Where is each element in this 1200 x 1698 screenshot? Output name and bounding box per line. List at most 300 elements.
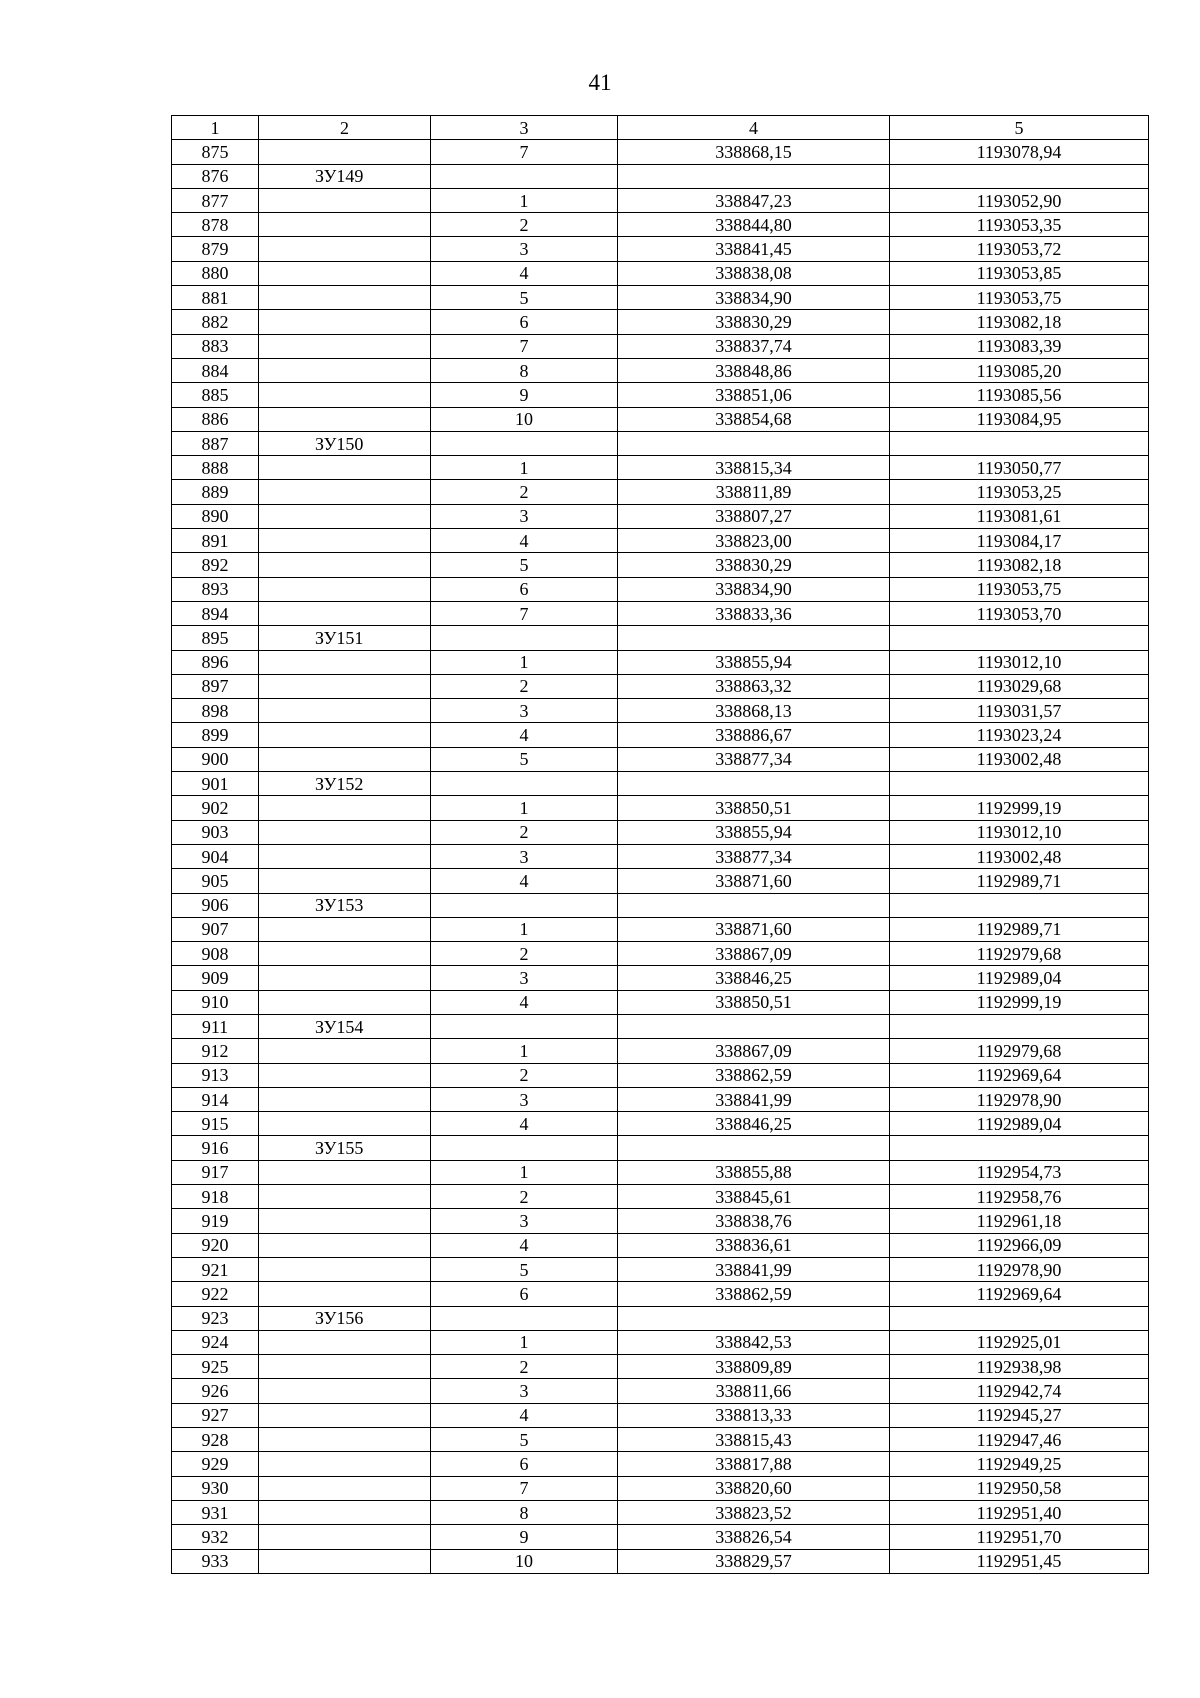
table-row xyxy=(172,431,1149,455)
x-coordinate-cell xyxy=(618,893,890,917)
plot-id-cell xyxy=(259,504,431,528)
plot-id-cell xyxy=(259,577,431,601)
point-number-cell: 1 xyxy=(431,917,618,941)
x-coordinate-cell: 338837,74 xyxy=(618,334,890,358)
y-coordinate-cell: 1193023,24 xyxy=(890,723,1149,747)
x-coordinate-cell: 338886,67 xyxy=(618,723,890,747)
table-row xyxy=(172,1185,1149,1209)
table-row xyxy=(172,334,1149,358)
y-coordinate-cell: 1193050,77 xyxy=(890,456,1149,480)
y-coordinate-cell: 1193081,61 xyxy=(890,504,1149,528)
plot-id-cell xyxy=(259,188,431,212)
table-row xyxy=(172,1257,1149,1281)
y-coordinate-cell xyxy=(890,626,1149,650)
row-number-cell: 911 xyxy=(172,1014,259,1038)
point-number-cell xyxy=(431,1014,618,1038)
x-coordinate-cell xyxy=(618,1136,890,1160)
row-number-cell: 901 xyxy=(172,772,259,796)
table-row xyxy=(172,1549,1149,1573)
x-coordinate-cell: 338838,76 xyxy=(618,1209,890,1233)
plot-id-cell xyxy=(259,917,431,941)
point-number-cell: 3 xyxy=(431,966,618,990)
y-coordinate-cell: 1193085,56 xyxy=(890,383,1149,407)
plot-id-cell xyxy=(259,529,431,553)
point-number-cell: 9 xyxy=(431,1525,618,1549)
row-number-cell: 881 xyxy=(172,286,259,310)
column-header-2: 2 xyxy=(259,116,431,140)
x-coordinate-cell: 338807,27 xyxy=(618,504,890,528)
y-coordinate-cell: 1192947,46 xyxy=(890,1428,1149,1452)
y-coordinate-cell: 1192979,68 xyxy=(890,1039,1149,1063)
row-number-cell: 893 xyxy=(172,577,259,601)
row-number-cell: 883 xyxy=(172,334,259,358)
table-row xyxy=(172,844,1149,868)
plot-id-cell: ЗУ151 xyxy=(259,626,431,650)
row-number-cell: 909 xyxy=(172,966,259,990)
row-number-cell: 895 xyxy=(172,626,259,650)
table-row xyxy=(172,188,1149,212)
table-row xyxy=(172,796,1149,820)
plot-id-cell xyxy=(259,553,431,577)
x-coordinate-cell: 338846,25 xyxy=(618,1112,890,1136)
row-number-cell: 921 xyxy=(172,1257,259,1281)
row-number-cell: 904 xyxy=(172,844,259,868)
y-coordinate-cell: 1193084,17 xyxy=(890,529,1149,553)
row-number-cell: 876 xyxy=(172,164,259,188)
point-number-cell: 4 xyxy=(431,1112,618,1136)
y-coordinate-cell: 1192989,04 xyxy=(890,966,1149,990)
plot-id-cell xyxy=(259,213,431,237)
table-row xyxy=(172,601,1149,625)
y-coordinate-cell: 1193053,85 xyxy=(890,261,1149,285)
plot-id-cell xyxy=(259,942,431,966)
x-coordinate-cell: 338833,36 xyxy=(618,601,890,625)
row-number-cell: 912 xyxy=(172,1039,259,1063)
y-coordinate-cell: 1192979,68 xyxy=(890,942,1149,966)
table-row xyxy=(172,772,1149,796)
plot-id-cell: ЗУ153 xyxy=(259,893,431,917)
point-number-cell: 8 xyxy=(431,358,618,382)
point-number-cell: 2 xyxy=(431,674,618,698)
point-number-cell: 3 xyxy=(431,844,618,868)
column-header-3: 3 xyxy=(431,116,618,140)
point-number-cell: 5 xyxy=(431,1428,618,1452)
row-number-cell: 877 xyxy=(172,188,259,212)
point-number-cell: 3 xyxy=(431,1379,618,1403)
point-number-cell: 7 xyxy=(431,334,618,358)
y-coordinate-cell: 1193053,72 xyxy=(890,237,1149,261)
row-number-cell: 891 xyxy=(172,529,259,553)
plot-id-cell xyxy=(259,1233,431,1257)
plot-id-cell xyxy=(259,1379,431,1403)
row-number-cell: 931 xyxy=(172,1500,259,1524)
point-number-cell xyxy=(431,431,618,455)
plot-id-cell xyxy=(259,1452,431,1476)
x-coordinate-cell: 338826,54 xyxy=(618,1525,890,1549)
plot-id-cell: ЗУ154 xyxy=(259,1014,431,1038)
y-coordinate-cell: 1192925,01 xyxy=(890,1330,1149,1354)
table-row xyxy=(172,1355,1149,1379)
y-coordinate-cell: 1192951,40 xyxy=(890,1500,1149,1524)
plot-id-cell xyxy=(259,601,431,625)
x-coordinate-cell: 338811,89 xyxy=(618,480,890,504)
table-header xyxy=(172,116,1149,140)
row-number-cell: 875 xyxy=(172,140,259,164)
y-coordinate-cell: 1192942,74 xyxy=(890,1379,1149,1403)
table-row xyxy=(172,626,1149,650)
table-body xyxy=(172,140,1149,1574)
table-row xyxy=(172,1379,1149,1403)
plot-id-cell: ЗУ150 xyxy=(259,431,431,455)
y-coordinate-cell: 1193052,90 xyxy=(890,188,1149,212)
plot-id-cell xyxy=(259,1500,431,1524)
x-coordinate-cell: 338868,15 xyxy=(618,140,890,164)
y-coordinate-cell: 1193082,18 xyxy=(890,310,1149,334)
table-row xyxy=(172,213,1149,237)
x-coordinate-cell xyxy=(618,626,890,650)
plot-id-cell xyxy=(259,1476,431,1500)
y-coordinate-cell: 1193053,35 xyxy=(890,213,1149,237)
row-number-cell: 899 xyxy=(172,723,259,747)
y-coordinate-cell xyxy=(890,1014,1149,1038)
point-number-cell: 5 xyxy=(431,553,618,577)
point-number-cell xyxy=(431,626,618,650)
x-coordinate-cell: 338862,59 xyxy=(618,1063,890,1087)
x-coordinate-cell: 338834,90 xyxy=(618,577,890,601)
x-coordinate-cell: 338829,57 xyxy=(618,1549,890,1573)
point-number-cell: 1 xyxy=(431,456,618,480)
y-coordinate-cell xyxy=(890,431,1149,455)
point-number-cell: 5 xyxy=(431,286,618,310)
x-coordinate-cell xyxy=(618,164,890,188)
plot-id-cell xyxy=(259,1257,431,1281)
point-number-cell: 6 xyxy=(431,1282,618,1306)
point-number-cell: 2 xyxy=(431,1185,618,1209)
point-number-cell xyxy=(431,1136,618,1160)
x-coordinate-cell: 338813,33 xyxy=(618,1403,890,1427)
x-coordinate-cell xyxy=(618,772,890,796)
plot-id-cell xyxy=(259,1282,431,1306)
y-coordinate-cell: 1193085,20 xyxy=(890,358,1149,382)
row-number-cell: 923 xyxy=(172,1306,259,1330)
table-row xyxy=(172,650,1149,674)
row-number-cell: 928 xyxy=(172,1428,259,1452)
table-row xyxy=(172,893,1149,917)
table-row xyxy=(172,1136,1149,1160)
x-coordinate-cell: 338811,66 xyxy=(618,1379,890,1403)
plot-id-cell xyxy=(259,699,431,723)
row-number-cell: 915 xyxy=(172,1112,259,1136)
column-header-5: 5 xyxy=(890,116,1149,140)
y-coordinate-cell: 1192999,19 xyxy=(890,990,1149,1014)
x-coordinate-cell: 338855,94 xyxy=(618,650,890,674)
row-number-cell: 879 xyxy=(172,237,259,261)
plot-id-cell xyxy=(259,310,431,334)
x-coordinate-cell: 338854,68 xyxy=(618,407,890,431)
table-row xyxy=(172,358,1149,382)
point-number-cell: 2 xyxy=(431,1355,618,1379)
row-number-cell: 925 xyxy=(172,1355,259,1379)
point-number-cell: 2 xyxy=(431,213,618,237)
row-number-cell: 927 xyxy=(172,1403,259,1427)
x-coordinate-cell: 338841,45 xyxy=(618,237,890,261)
table-row xyxy=(172,1209,1149,1233)
point-number-cell: 2 xyxy=(431,1063,618,1087)
plot-id-cell xyxy=(259,1549,431,1573)
row-number-cell: 907 xyxy=(172,917,259,941)
table-row xyxy=(172,529,1149,553)
y-coordinate-cell: 1193078,94 xyxy=(890,140,1149,164)
table-row xyxy=(172,456,1149,480)
plot-id-cell xyxy=(259,334,431,358)
x-coordinate-cell xyxy=(618,1014,890,1038)
table-row xyxy=(172,237,1149,261)
table-row xyxy=(172,504,1149,528)
row-number-cell: 908 xyxy=(172,942,259,966)
table-row xyxy=(172,1282,1149,1306)
x-coordinate-cell: 338867,09 xyxy=(618,942,890,966)
point-number-cell: 1 xyxy=(431,796,618,820)
x-coordinate-cell: 338823,52 xyxy=(618,1500,890,1524)
table-row xyxy=(172,699,1149,723)
row-number-cell: 924 xyxy=(172,1330,259,1354)
y-coordinate-cell: 1193084,95 xyxy=(890,407,1149,431)
x-coordinate-cell: 338877,34 xyxy=(618,844,890,868)
x-coordinate-cell: 338830,29 xyxy=(618,553,890,577)
plot-id-cell xyxy=(259,1160,431,1184)
y-coordinate-cell: 1193031,57 xyxy=(890,699,1149,723)
point-number-cell: 2 xyxy=(431,480,618,504)
x-coordinate-cell: 338820,60 xyxy=(618,1476,890,1500)
point-number-cell: 10 xyxy=(431,407,618,431)
row-number-cell: 905 xyxy=(172,869,259,893)
point-number-cell: 4 xyxy=(431,1233,618,1257)
x-coordinate-cell: 338815,43 xyxy=(618,1428,890,1452)
table-row xyxy=(172,577,1149,601)
table-row xyxy=(172,917,1149,941)
y-coordinate-cell xyxy=(890,164,1149,188)
column-header-4: 4 xyxy=(618,116,890,140)
x-coordinate-cell: 338836,61 xyxy=(618,1233,890,1257)
point-number-cell: 10 xyxy=(431,1549,618,1573)
x-coordinate-cell: 338855,94 xyxy=(618,820,890,844)
point-number-cell: 1 xyxy=(431,650,618,674)
row-number-cell: 932 xyxy=(172,1525,259,1549)
x-coordinate-cell: 338841,99 xyxy=(618,1257,890,1281)
plot-id-cell: ЗУ149 xyxy=(259,164,431,188)
point-number-cell: 4 xyxy=(431,529,618,553)
x-coordinate-cell: 338863,32 xyxy=(618,674,890,698)
y-coordinate-cell: 1192966,09 xyxy=(890,1233,1149,1257)
y-coordinate-cell: 1192938,98 xyxy=(890,1355,1149,1379)
row-number-cell: 913 xyxy=(172,1063,259,1087)
y-coordinate-cell: 1193002,48 xyxy=(890,844,1149,868)
row-number-cell: 906 xyxy=(172,893,259,917)
plot-id-cell xyxy=(259,286,431,310)
table-row xyxy=(172,407,1149,431)
x-coordinate-cell: 338850,51 xyxy=(618,796,890,820)
x-coordinate-cell: 338838,08 xyxy=(618,261,890,285)
plot-id-cell xyxy=(259,1209,431,1233)
point-number-cell: 2 xyxy=(431,942,618,966)
y-coordinate-cell: 1192989,04 xyxy=(890,1112,1149,1136)
plot-id-cell xyxy=(259,358,431,382)
x-coordinate-cell xyxy=(618,1306,890,1330)
row-number-cell: 880 xyxy=(172,261,259,285)
row-number-cell: 889 xyxy=(172,480,259,504)
plot-id-cell xyxy=(259,237,431,261)
x-coordinate-cell: 338823,00 xyxy=(618,529,890,553)
y-coordinate-cell: 1193012,10 xyxy=(890,650,1149,674)
y-coordinate-cell: 1192945,27 xyxy=(890,1403,1149,1427)
y-coordinate-cell: 1192950,58 xyxy=(890,1476,1149,1500)
table-row xyxy=(172,310,1149,334)
table-row xyxy=(172,1428,1149,1452)
x-coordinate-cell: 338842,53 xyxy=(618,1330,890,1354)
y-coordinate-cell: 1193002,48 xyxy=(890,747,1149,771)
plot-id-cell xyxy=(259,1087,431,1111)
plot-id-cell xyxy=(259,140,431,164)
point-number-cell: 7 xyxy=(431,140,618,164)
y-coordinate-cell: 1192969,64 xyxy=(890,1063,1149,1087)
row-number-cell: 920 xyxy=(172,1233,259,1257)
point-number-cell: 7 xyxy=(431,601,618,625)
y-coordinate-cell: 1193053,70 xyxy=(890,601,1149,625)
point-number-cell xyxy=(431,164,618,188)
point-number-cell: 6 xyxy=(431,577,618,601)
x-coordinate-cell: 338841,99 xyxy=(618,1087,890,1111)
x-coordinate-cell: 338809,89 xyxy=(618,1355,890,1379)
x-coordinate-cell: 338845,61 xyxy=(618,1185,890,1209)
row-number-cell: 918 xyxy=(172,1185,259,1209)
table-row xyxy=(172,942,1149,966)
coordinates-table xyxy=(171,115,1149,1574)
plot-id-cell xyxy=(259,383,431,407)
x-coordinate-cell: 338877,34 xyxy=(618,747,890,771)
y-coordinate-cell: 1193082,18 xyxy=(890,553,1149,577)
y-coordinate-cell: 1193083,39 xyxy=(890,334,1149,358)
row-number-cell: 890 xyxy=(172,504,259,528)
row-number-cell: 884 xyxy=(172,358,259,382)
y-coordinate-cell: 1193053,75 xyxy=(890,577,1149,601)
plot-id-cell: ЗУ152 xyxy=(259,772,431,796)
table-row xyxy=(172,820,1149,844)
x-coordinate-cell: 338847,23 xyxy=(618,188,890,212)
plot-id-cell xyxy=(259,674,431,698)
plot-id-cell xyxy=(259,480,431,504)
y-coordinate-cell: 1193053,75 xyxy=(890,286,1149,310)
table-row xyxy=(172,553,1149,577)
row-number-cell: 916 xyxy=(172,1136,259,1160)
plot-id-cell: ЗУ155 xyxy=(259,1136,431,1160)
y-coordinate-cell: 1192961,18 xyxy=(890,1209,1149,1233)
row-number-cell: 878 xyxy=(172,213,259,237)
row-number-cell: 903 xyxy=(172,820,259,844)
point-number-cell: 5 xyxy=(431,1257,618,1281)
row-number-cell: 917 xyxy=(172,1160,259,1184)
point-number-cell: 3 xyxy=(431,504,618,528)
row-number-cell: 919 xyxy=(172,1209,259,1233)
point-number-cell: 1 xyxy=(431,1039,618,1063)
plot-id-cell xyxy=(259,844,431,868)
point-number-cell: 6 xyxy=(431,310,618,334)
x-coordinate-cell: 338862,59 xyxy=(618,1282,890,1306)
y-coordinate-cell: 1192954,73 xyxy=(890,1160,1149,1184)
table-row xyxy=(172,1306,1149,1330)
row-number-cell: 933 xyxy=(172,1549,259,1573)
page-number: 41 xyxy=(588,70,612,95)
row-number-cell: 894 xyxy=(172,601,259,625)
row-number-cell: 887 xyxy=(172,431,259,455)
table-row xyxy=(172,1063,1149,1087)
point-number-cell: 4 xyxy=(431,723,618,747)
plot-id-cell xyxy=(259,1185,431,1209)
point-number-cell: 3 xyxy=(431,699,618,723)
x-coordinate-cell: 338830,29 xyxy=(618,310,890,334)
column-header-1: 1 xyxy=(172,116,259,140)
row-number-cell: 902 xyxy=(172,796,259,820)
plot-id-cell xyxy=(259,1525,431,1549)
table-row xyxy=(172,1452,1149,1476)
y-coordinate-cell: 1192978,90 xyxy=(890,1257,1149,1281)
point-number-cell: 4 xyxy=(431,261,618,285)
table-row xyxy=(172,1112,1149,1136)
plot-id-cell xyxy=(259,723,431,747)
y-coordinate-cell: 1193053,25 xyxy=(890,480,1149,504)
plot-id-cell xyxy=(259,1403,431,1427)
table-row xyxy=(172,383,1149,407)
table-row xyxy=(172,480,1149,504)
row-number-cell: 930 xyxy=(172,1476,259,1500)
table-row xyxy=(172,1330,1149,1354)
y-coordinate-cell: 1192989,71 xyxy=(890,869,1149,893)
plot-id-cell xyxy=(259,1039,431,1063)
plot-id-cell xyxy=(259,1063,431,1087)
plot-id-cell xyxy=(259,261,431,285)
row-number-cell: 892 xyxy=(172,553,259,577)
plot-id-cell xyxy=(259,456,431,480)
x-coordinate-cell: 338855,88 xyxy=(618,1160,890,1184)
point-number-cell xyxy=(431,772,618,796)
table-row xyxy=(172,990,1149,1014)
point-number-cell: 7 xyxy=(431,1476,618,1500)
table-row xyxy=(172,869,1149,893)
table-row xyxy=(172,723,1149,747)
x-coordinate-cell: 338844,80 xyxy=(618,213,890,237)
table-row xyxy=(172,1039,1149,1063)
table-row xyxy=(172,966,1149,990)
table-header-row xyxy=(172,116,1149,140)
y-coordinate-cell: 1192951,70 xyxy=(890,1525,1149,1549)
point-number-cell: 1 xyxy=(431,1160,618,1184)
table-row xyxy=(172,1160,1149,1184)
row-number-cell: 900 xyxy=(172,747,259,771)
row-number-cell: 897 xyxy=(172,674,259,698)
plot-id-cell xyxy=(259,869,431,893)
row-number-cell: 922 xyxy=(172,1282,259,1306)
y-coordinate-cell xyxy=(890,1306,1149,1330)
point-number-cell: 8 xyxy=(431,1500,618,1524)
plot-id-cell xyxy=(259,820,431,844)
row-number-cell: 885 xyxy=(172,383,259,407)
table-row xyxy=(172,674,1149,698)
point-number-cell: 3 xyxy=(431,1209,618,1233)
y-coordinate-cell: 1192999,19 xyxy=(890,796,1149,820)
point-number-cell: 4 xyxy=(431,869,618,893)
point-number-cell: 2 xyxy=(431,820,618,844)
table-row xyxy=(172,1476,1149,1500)
row-number-cell: 886 xyxy=(172,407,259,431)
